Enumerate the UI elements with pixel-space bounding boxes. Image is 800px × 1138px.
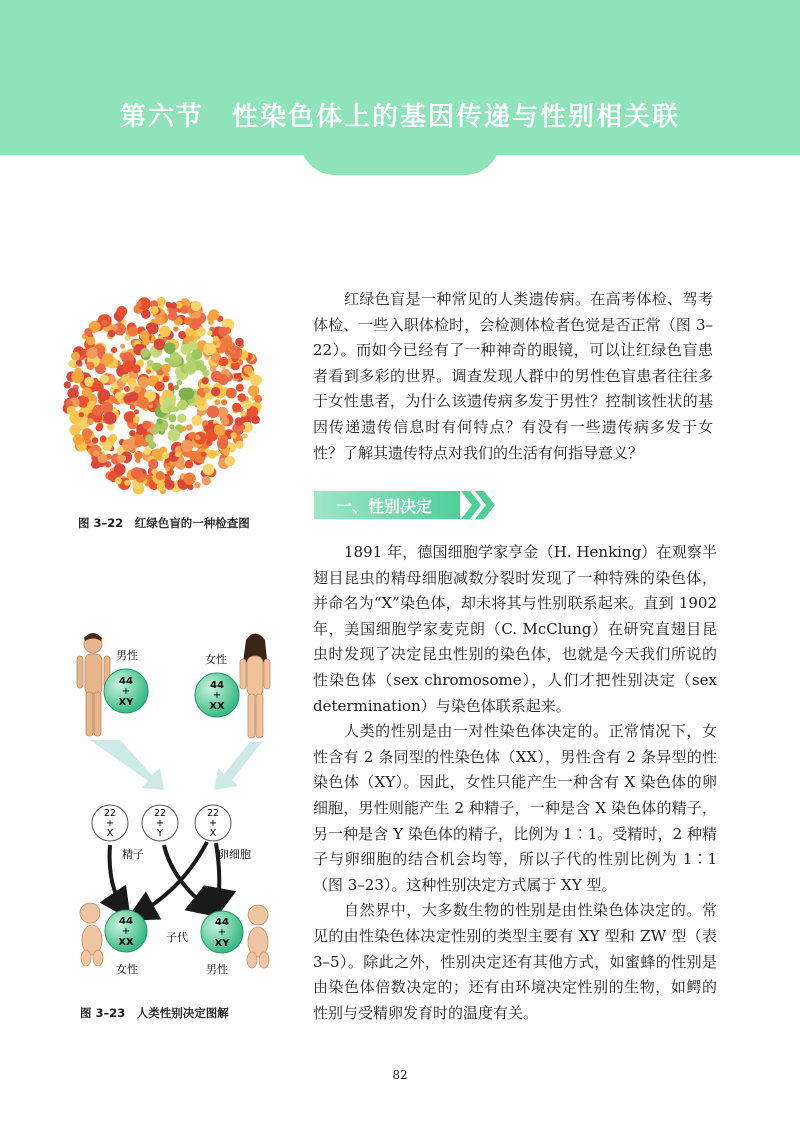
plate-dot [232,403,241,412]
plate-dot [124,395,133,404]
plate-dot [128,326,138,336]
sperm-label: 精子 [122,848,144,861]
plate-dot [100,375,109,384]
page-number: 82 [392,1068,408,1082]
sperm-y-cell [142,805,178,841]
figure-3-22-caption: 图 3–22 红绿色盲的一种检查图 [78,516,250,530]
plate-dot [159,326,171,338]
plate-dot [213,336,219,342]
svg-text:XY: XY [214,938,230,949]
ishihara-plate [62,290,262,500]
plate-dot [192,349,203,360]
plate-dot [179,388,190,399]
plate-dot [104,412,117,425]
svg-text:+: + [217,927,227,938]
plate-dot [82,387,92,397]
plate-dot [70,425,81,436]
plate-dot [141,309,151,319]
adult-female-figure [240,634,270,739]
plate-dot [134,409,139,414]
plate-dot [164,342,176,354]
plate-dot [191,301,201,311]
plate-dot [186,424,193,431]
plate-dot [177,414,186,423]
egg-label: 卵细胞 [218,848,251,861]
plate-dot [111,324,117,330]
plate-dot [211,387,220,396]
plate-dot [203,420,209,426]
sex-determination-diagram [72,630,282,990]
child-male-cell [201,911,243,953]
svg-text:44: 44 [119,916,133,927]
plate-dot [225,456,235,466]
plate-dot [207,405,220,418]
plate-dot [175,451,181,457]
plate-dot [235,338,244,347]
plate-dot [207,331,212,336]
paragraph-nature: 自然界中，大多数生物的性别是由性染色体决定的。常见的由性染色体决定性别的类型主要有 XY 型和 ZW 型（表 3–5）。除此之外，性别决定还有其他方式，如蜜蜂的性别是由染色体倍数决定的；还有由环境决定性别的生物，如鳄的性别与受精卵发育时的温度有关。 [313,901,717,1022]
plate-dot [201,452,206,457]
plate-dot [203,343,216,356]
plate-dot [115,477,122,484]
plate-dot [199,391,205,397]
plate-dot [136,301,142,307]
sperm-x-cell [92,805,128,841]
plate-dot [67,406,76,415]
plate-dot [97,344,102,349]
plate-dot [140,331,150,341]
arrow-sperm-y-to-male [164,845,210,910]
section-banner [314,491,490,519]
svg-text:+: + [121,686,131,697]
plate-dot [202,476,211,485]
plate-dot [79,412,84,417]
plate-dot [221,399,227,405]
svg-text:22: 22 [153,808,167,819]
plate-dot [64,381,71,388]
plate-dot [184,362,197,375]
plate-dot [138,376,149,387]
body-text [313,540,717,1026]
plate-dot [68,360,76,368]
child-female-label: 女性 [116,963,138,976]
plate-dot [114,464,126,476]
plate-dot [168,383,173,388]
plate-dot [102,353,114,365]
plate-dot [250,375,262,387]
plate-dot [202,370,209,377]
plate-dot [131,467,143,479]
svg-text:XY: XY [118,697,134,708]
plate-dot [180,426,186,432]
plate-dot [94,450,100,456]
svg-text:XX: XX [118,937,134,948]
plate-dot [141,348,150,357]
plate-dot [184,317,192,325]
header-tab [300,140,500,175]
plate-dot [165,480,175,490]
plate-dot [183,473,195,485]
plate-dot [173,326,178,331]
svg-text:22: 22 [206,808,220,819]
plate-dot [236,441,244,449]
plate-dot [169,424,174,429]
plate-dot [86,348,97,359]
plate-dot [143,448,150,455]
plate-dot [92,437,98,443]
plate-dot [148,459,158,469]
female-label: 女性 [205,653,227,666]
plate-dot [147,360,154,367]
svg-text:+: + [106,818,114,829]
plate-dot [108,330,116,338]
plate-dot [174,385,179,390]
section-heading: 一、性别决定 [336,497,433,516]
plate-dot [102,442,112,452]
plate-dot [102,320,108,326]
plate-dot [67,388,78,399]
plate-dot [163,376,169,382]
male-label: 男性 [116,649,138,662]
plate-dot [214,424,226,436]
plate-dot [118,385,124,391]
plate-dot [100,435,107,442]
plate-dot [194,482,200,488]
offspring-label: 子代 [166,931,188,944]
plate-dot [146,369,151,374]
plate-dot [208,309,219,320]
plate-dot [242,433,247,438]
plate-dot [71,352,80,361]
plate-dot [87,418,94,425]
plate-dot [121,319,126,324]
plate-dot [162,452,169,459]
plate-dot [154,339,166,351]
plate-dot [234,373,240,379]
plate-dot [150,306,158,314]
plate-dot [235,417,244,426]
plate-dot [192,415,203,426]
paragraph-history: 1891 年，德国细胞学家亨金（H. Henking）在观察半翅目昆虫的精母细胞减数分裂时发现了一种特殊的染色体，并命名为“X”染色体，却未将其与性别联系起来。直到 1902 年，美国细胞学家麦克朗（C. McClung）在研究直翅目昆虫时发现了决定昆虫性别的染色体，也就是今天我们所说的性染色体（sex chromosome），人们才把性别决定（sex determination）与染色体联系起来。 [313,543,717,715]
svg-text:Y: Y [157,828,163,839]
child-male-label: 男性 [206,963,228,976]
plate-dot [178,331,186,339]
plate-dot [241,411,247,417]
plate-dot [203,464,215,476]
svg-text:44: 44 [119,676,133,687]
plate-dot [124,386,130,392]
plate-dot [116,455,124,463]
plate-dot [145,434,153,442]
svg-text:+: + [212,690,222,701]
plate-dot [84,328,92,336]
plate-dot [230,349,236,355]
intro-paragraph: 红绿色盲是一种常见的人类遗传病。在高考体检、驾考体检、一些入职体检时，会检测体检者色觉是否正常（图 3–22）。而如今已经有了一种神奇的眼镜，可以让红绿色盲患者看到多彩的世界。调查发现人群中的男性色盲患者往往多于女性患者，为什么该遗传病多发于男性？控制该性状的基因传递遗传信息时有何特点？有没有一些遗传病多发于女性？了解其遗传特点对我们的生活有何指导意义？ [313,290,713,462]
chevron-right-icon [461,491,481,519]
plate-dot [167,406,174,413]
plate-dot [217,438,228,449]
plate-dot [120,353,126,359]
plate-dot [135,458,140,463]
plate-dot [96,423,103,430]
baby-boy-figure [247,905,269,968]
plate-dot [130,404,136,410]
plate-dot [224,327,231,334]
plate-dot [115,392,123,400]
plate-dot [189,432,197,440]
plate-dot [210,366,216,372]
figure-3-23-caption: 图 3–23 人类性别决定图解 [80,1006,229,1020]
egg-x-cell [195,805,231,841]
section-title: 第六节 性染色体上的基因传递与性别相关联 [119,102,680,132]
plate-dot [134,386,141,393]
plate-dot [221,417,230,426]
plate-dot [86,362,94,370]
svg-text:+: + [209,818,217,829]
plate-dot [244,366,253,375]
arrow-to-gametes-male [90,740,164,790]
plate-dot [202,377,209,384]
arrow-to-gametes-female [214,742,262,790]
plate-dot [76,360,82,366]
plate-dot [82,428,93,439]
plate-dot [122,360,134,372]
plate-dot [142,421,151,430]
svg-text:XX: XX [209,701,225,712]
male-parent-cell [104,669,148,713]
svg-text:44: 44 [210,680,224,691]
plate-dot [230,432,236,438]
plate-dot [214,450,220,456]
plate-dot [120,344,125,349]
plate-dot [181,440,193,452]
plate-dot [219,357,228,366]
plate-dot [74,368,82,376]
plate-dot [121,374,130,383]
plate-dot [176,380,182,386]
svg-text:44: 44 [215,917,229,928]
baby-girl-figure [80,903,103,966]
plate-dot [85,438,91,444]
plate-dot [237,393,246,402]
plate-dot [137,397,149,409]
plate-dot [226,388,237,399]
arrow-egg-to-male [216,843,219,908]
plate-dot [122,439,134,451]
arrow-egg-to-female [136,842,207,915]
plate-dot [116,306,127,317]
svg-text:X: X [106,828,114,839]
plate-dot [236,384,244,392]
plate-dot [147,323,159,335]
plate-dot [169,414,177,422]
plate-dot [185,328,194,337]
plate-dot [124,480,130,486]
plate-dot [111,347,117,353]
plate-dot [129,430,135,436]
svg-text:+: + [121,926,131,937]
plate-dot [248,385,259,396]
child-female-cell [105,910,147,952]
plate-dot [214,399,220,405]
plate-dot [157,418,163,424]
svg-text:X: X [209,828,217,839]
plate-dot [177,400,188,411]
plate-dot [170,302,177,309]
plate-dot [93,405,105,417]
plate-dot [156,471,165,480]
plate-dot [251,415,260,424]
female-parent-cell [195,673,239,717]
plate-dot [165,466,170,471]
svg-text:22: 22 [103,808,117,819]
plate-dot [133,416,140,423]
plate-dot [109,434,117,442]
plate-dot [168,429,181,442]
plate-dot [165,357,170,362]
plate-dot [155,382,165,392]
svg-text:+: + [156,818,164,829]
paragraph-human-sex: 人类的性别是由一对性染色体决定的。正常情况下，女性含有 2 条同型的性染色体（XX），男性含有 2 条异型的性染色体（XY）。因此，女性只能产生一种含有 X 染色体的卵细胞，男性则能产生 2 种精子，一种是含 X 染色体的精子，另一种是含 Y 染色体的精子，比例为 1∶1。受精时，2 种精子与卵细胞的结合机会均等，所以子代的性别比例为 1∶1（图 3–23）。这种性别决定方式属于 XY 型。 [313,722,717,894]
plate-dot [177,462,185,470]
